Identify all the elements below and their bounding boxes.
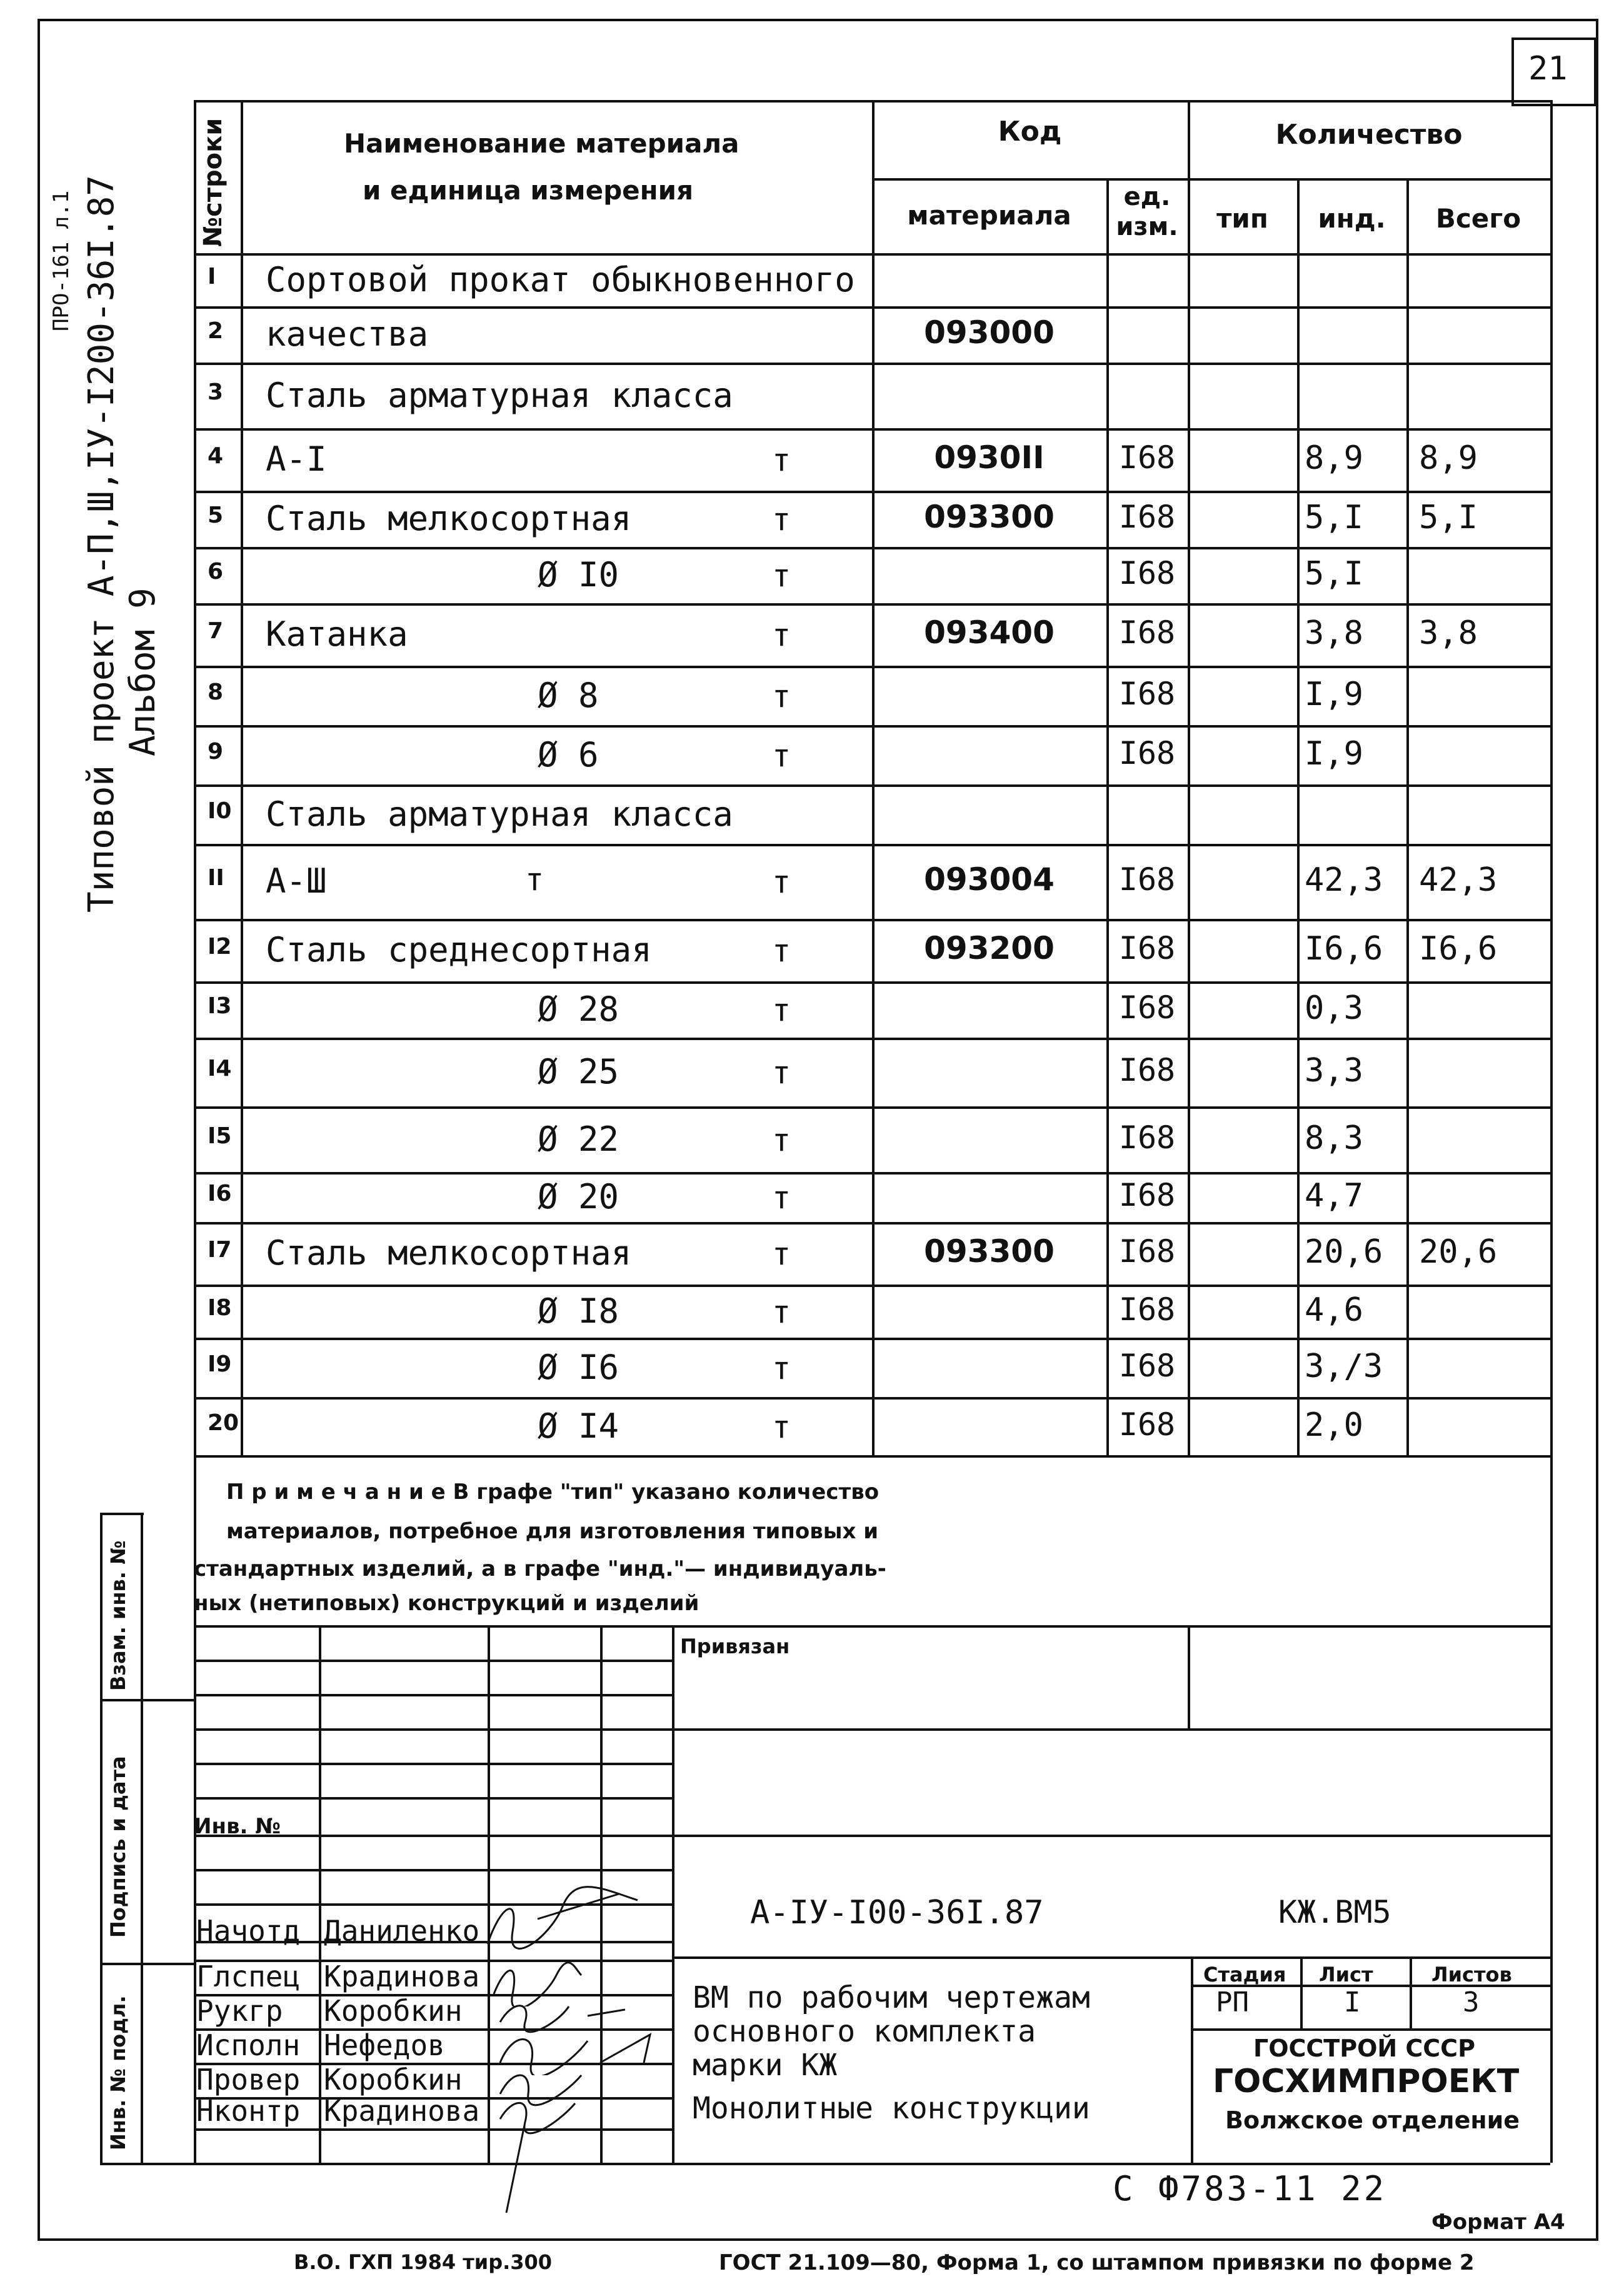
row-unit-code: I68 [1118,734,1176,771]
staff-role: Начотд [196,1914,301,1948]
stamp-line-1 [100,1513,144,1515]
note-line3: стандартных изделий, а в графе "инд."— индивидуаль- [194,1556,886,1581]
row-ind: I,9 [1305,734,1363,773]
row-ind: I6,6 [1305,930,1383,968]
row-ind: 4,7 [1305,1177,1363,1215]
row-number: I8 [208,1295,232,1321]
note-line2: материалов, потребное для изготовления типовых и [226,1519,879,1544]
row-ind: 2,0 [1305,1406,1363,1444]
row-number: I7 [208,1237,232,1263]
row-name: Ø 25 [538,1052,619,1091]
row-ind: 0,3 [1305,989,1363,1027]
row-unit: т [772,617,791,653]
staff-role: Рукгр [196,1994,283,2028]
privyazan-bottom [672,1728,1550,1731]
row-name: Ø I4 [538,1406,619,1446]
row-name: Сталь мелкосортная [266,1233,632,1273]
stamp-left-border [100,1513,103,2163]
row-number: I6 [208,1181,232,1206]
row-total: 42,3 [1419,861,1498,899]
column-line [194,100,196,1455]
row-ind: 8,3 [1305,1119,1363,1157]
header-ind: инд. [1318,203,1386,234]
row-unit: т [772,933,791,969]
stage-div1 [1300,1956,1303,2028]
staff-role: Глспец [196,1960,301,1993]
staff-role: Провер [196,2063,301,2096]
side-title-line2: Альбом 9 [123,588,163,756]
title-right [1550,1455,1553,2163]
desc-line4: Монолитные конструкции [693,2091,1090,2126]
row-total: 5,I [1419,499,1478,536]
row-name: Сортовой прокат обыкновенного [266,259,855,299]
grid-row [194,1763,672,1765]
row-name: качества [266,314,429,354]
row-total: 3,8 [1419,614,1478,652]
org-line3: Волжское отделение [1225,2106,1520,2134]
desc-line3: марки КЖ [693,2048,838,2083]
row-number: I3 [208,993,232,1019]
staff-role: Исполн [196,2028,301,2062]
stamp-line-2 [100,1699,194,1701]
row-code: 093004 [924,861,1055,898]
row-number: II [208,865,224,891]
staff-name: Даниленко [324,1914,480,1948]
grid-row [194,1728,672,1731]
column-line [1550,100,1553,1455]
staff-name: Крадинова [324,1960,480,1993]
sheet-value: I [1344,1986,1361,2018]
stage-div2 [1410,1956,1412,2028]
row-unit-code: I68 [1118,1119,1176,1156]
privyazan-divider [1188,1625,1190,1728]
row-unit: т [772,1054,791,1091]
grid-row [194,1797,672,1800]
row-unit-code: I68 [1118,861,1176,898]
row-ind: 4,6 [1305,1291,1363,1329]
stamp-inner-border [141,1513,143,2163]
column-line [1188,178,1190,1455]
row-name: Ø I6 [538,1347,619,1387]
row-name: Ø I0 [538,555,619,594]
row-unit: т [772,1408,791,1445]
row-name: Ø 22 [538,1119,619,1159]
column-line [1406,178,1409,1455]
row-ind: 3,3 [1305,1052,1363,1089]
code-bottom [672,1956,1550,1959]
sheets-value: 3 [1463,1986,1480,2018]
row-number: I [208,263,216,289]
signature-nachotd [475,1881,663,1956]
row-number: I4 [208,1056,232,1081]
code-top [672,1835,1550,1837]
note-line1: П р и м е ч а н и е В графе "тип" указано количество [226,1480,880,1505]
stamp-line-4 [100,2163,194,2165]
row-number: 3 [208,379,224,405]
org-line1: ГОССТРОЙ СССР [1253,2035,1475,2062]
header-type: тип [1216,203,1268,234]
header-name-line2: и единица измерения [363,175,694,206]
row-unit: т [772,1121,791,1158]
signature-nkontr [488,2094,613,2219]
row-unit-code: I68 [1118,1177,1176,1213]
row-number: 7 [208,618,224,644]
row-ind: I,9 [1305,675,1363,713]
row-number: I5 [208,1123,232,1149]
row-unit: т [772,992,791,1028]
row-unit: т [772,1293,791,1330]
doc-mark: КЖ.ВМ5 [1278,1894,1391,1930]
row-unit-code: I68 [1118,1406,1176,1443]
column-line [241,100,243,1455]
stamp-line-3 [100,1963,194,1965]
row-code: 093300 [924,1233,1055,1270]
row-unit-code: I68 [1118,614,1176,651]
side-title-line1: Типовой проект А-П,Ш,IУ-I200-36I.87 [81,174,122,913]
row-unit-code: I68 [1118,1347,1176,1384]
row-unit: т [772,864,791,900]
row-total: 8,9 [1419,439,1478,477]
row-number: 4 [208,443,224,469]
row-name: Ø 20 [538,1177,619,1216]
column-line [1297,178,1300,1455]
stamp-podpis: Подпись и дата [106,1756,130,1938]
row-unit-code: I68 [1118,439,1176,476]
stage-bottom [1191,2028,1550,2031]
header-code-group: Код [998,116,1062,148]
row-unit-code: I68 [1118,1052,1176,1088]
row-code: 093400 [924,614,1055,651]
row-unit: т [772,558,791,594]
row-unit-code: I68 [1118,555,1176,591]
staff-name: Коробкин [324,1994,463,2028]
stamp-vzam: Взам. инв. № [106,1540,130,1691]
row-ind: 42,3 [1305,861,1383,899]
stage-label: Стадия [1203,1963,1286,1986]
stage-left [1191,1956,1193,2163]
row-name: Ø I8 [538,1291,619,1331]
grid-row [194,1869,672,1871]
header-total: Всего [1435,203,1521,234]
header-unit-line2: изм. [1116,213,1178,241]
privyazan-label: Привязан [680,1635,790,1658]
header-unit-line1: ед. [1123,183,1171,211]
grid-row [194,1694,672,1696]
row-ind: 20,6 [1305,1233,1383,1271]
row-name: Сталь арматурная класса [266,794,733,834]
stamp-inv-podl: Инв. № подл. [106,1995,130,2150]
row-mid-unit: т [525,861,544,898]
staff-name: Крадинова [324,2094,480,2128]
row-ind: 5,I [1305,555,1363,593]
row-number: 8 [208,679,224,705]
row-ind: 8,9 [1305,439,1363,477]
side-code: ПРО-161 л.1 [49,190,74,331]
page-number: 21 [1528,50,1568,88]
row-unit: т [772,501,791,538]
handwritten-code: С Ф783-11 22 [1113,2169,1387,2208]
row-number: I0 [208,798,232,824]
row-number: 2 [208,318,224,344]
row-number: 9 [208,738,224,764]
row-unit: т [772,1236,791,1272]
row-name: Сталь арматурная класса [266,375,733,415]
row-name: Сталь среднесортная [266,930,652,969]
stage-value: РП [1216,1986,1249,2018]
note-line4: ных (нетиповых) конструкций и изделий [194,1591,699,1616]
row-code: 093000 [924,314,1055,351]
row-unit-code: I68 [1118,930,1176,966]
header-material: материала [907,200,1071,231]
staff-name: Коробкин [324,2063,463,2096]
row-unit-code: I68 [1118,1233,1176,1270]
row-unit-code: I68 [1118,1291,1176,1328]
grid-col [319,1625,321,2163]
row-number: 20 [208,1410,239,1436]
title-bottom [194,2163,1550,2165]
footer-right: ГОСТ 21.109—80, Форма 1, со штампом привязки по форме 2 [719,2250,1475,2275]
row-name: Ø 28 [538,989,619,1029]
staff-name: Нефедов [324,2028,445,2062]
row-name: А-I [266,439,327,479]
grid-col [672,1625,674,2163]
org-line2: ГОСХИМПРОЕКТ [1213,2063,1520,2100]
row-unit: т [772,442,791,478]
row-unit-code: I68 [1118,989,1176,1026]
row-name: А-Ш [266,861,327,901]
row-ind: 5,I [1305,499,1363,536]
row-unit: т [772,737,791,774]
row-name: Ø 8 [538,675,599,715]
footer-left: В.О. ГХП 1984 тир.300 [294,2250,553,2274]
row-unit-code: I68 [1118,675,1176,712]
row-number: 6 [208,559,224,584]
header-qty-group: Количество [1275,119,1463,151]
row-name: Сталь мелкосортная [266,499,632,538]
row-number: I9 [208,1351,232,1377]
row-name: Катанка [266,614,408,654]
desc-line2: основного комплекта [693,2014,1036,2049]
row-code: 093200 [924,930,1055,966]
header-row-number: №строки [199,118,228,247]
row-code: 093300 [924,499,1055,535]
row-unit: т [772,1180,791,1216]
row-total: I6,6 [1419,930,1498,968]
row-number: 5 [208,503,224,528]
row-total: 20,6 [1419,1233,1498,1271]
note-top [194,1455,1550,1458]
doc-code: А-IУ-I00-36I.87 [750,1894,1044,1931]
row-ind: 3,8 [1305,614,1363,652]
row-unit: т [772,1350,791,1386]
row-name: Ø 6 [538,734,599,774]
row-number: I2 [208,934,232,959]
format-label: Формат А4 [1431,2210,1565,2235]
row-code: 0930II [934,439,1045,476]
sheets-label: Листов [1431,1963,1512,1986]
staff-role: Нконтр [196,2094,301,2128]
title-top [194,1625,1550,1628]
header-name-line1: Наименование материала [344,128,739,159]
sheet-label: Лист [1319,1963,1373,1986]
row-ind: 3,/3 [1305,1347,1383,1385]
inv-no-label: Инв. № [194,1814,281,1839]
desc-line1: ВМ по рабочим чертежам [693,1980,1090,2015]
header-mid-line [872,178,1550,181]
grid-row [194,1660,672,1662]
row-unit: т [772,678,791,714]
row-unit-code: I68 [1118,499,1176,535]
